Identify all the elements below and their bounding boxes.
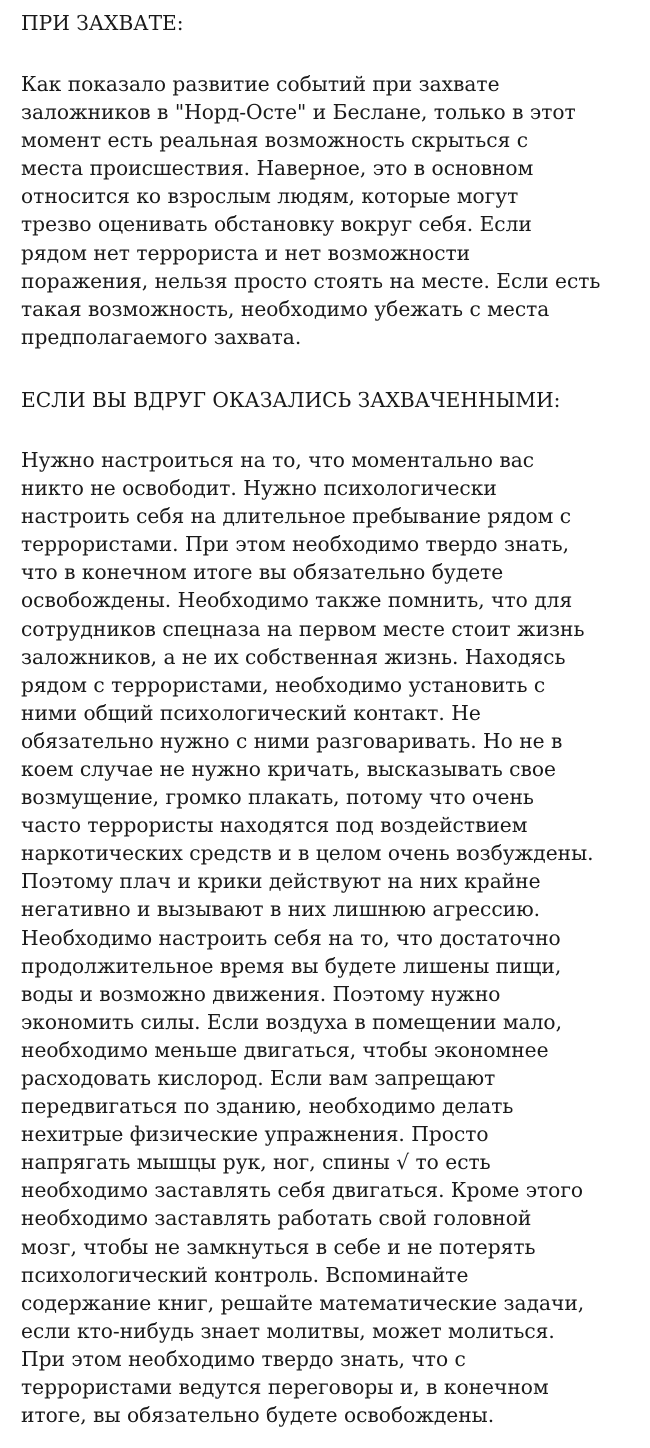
text-line: заложников в "Норд-Осте" и Беслане, только в этот — [21, 100, 576, 125]
text-line: настроить себя на длительное пребывание рядом с — [21, 504, 572, 529]
text-line: Необходимо настроить себя на то, что достаточно — [21, 925, 561, 950]
text-line: Как показало развитие событий при захвате — [21, 72, 500, 96]
text-line: необходимо меньше двигаться, чтобы экономнее — [21, 1037, 549, 1062]
text-line: рядом с террористами, необходимо установить с — [21, 672, 546, 697]
text-line: что в конечном итоге вы обязательно будете — [21, 560, 504, 585]
text-line: наркотических средств и в целом очень возбуждены. — [21, 841, 594, 866]
text-line: такая возможность, необходимо убежать с места — [21, 296, 550, 321]
text-line: никто не освободит. Нужно психологически — [21, 476, 497, 501]
text-line: если кто-нибудь знает молитвы, может молиться. — [21, 1318, 555, 1343]
section-heading-captured: ЕСЛИ ВЫ ВДРУГ ОКАЗАЛИСЬ ЗАХВАЧЕННЫМИ: — [21, 387, 561, 412]
text-line: коем случае не нужно кричать, высказывать свое — [21, 756, 556, 781]
text-line: обязательно нужно с ними разговаривать. Но не в — [21, 728, 563, 753]
text-line: поражения, нельзя просто стоять на месте. Если есть — [21, 268, 601, 293]
text-line: освобождены. Необходимо также помнить, что для — [21, 588, 573, 613]
text-line: относится ко взрослым людям, которые могут — [21, 184, 519, 209]
text-line: сотрудников спецназа на первом месте стоит жизнь — [21, 616, 585, 641]
text-line: психологический контроль. Вспоминайте — [21, 1262, 469, 1287]
text-line: предполагаемого захвата. — [21, 324, 302, 349]
text-line: При этом необходимо твердо знать, что с — [21, 1346, 466, 1371]
text-line: необходимо заставлять работать свой головной — [21, 1206, 532, 1231]
text-line: рядом нет террориста и нет возможности — [21, 240, 471, 265]
text-line: итоге, вы обязательно будете освобождены. — [21, 1403, 495, 1428]
text-line: террористами. При этом необходимо твердо знать, — [21, 532, 570, 557]
text-line: момент есть реальная возможность скрыться с — [21, 128, 529, 153]
text-line: расходовать кислород. Если вам запрещают — [21, 1066, 496, 1090]
text-line: возмущение, громко плакать, потому что очень — [21, 785, 534, 810]
text-line: экономить силы. Если воздуха в помещении мало, — [21, 1009, 562, 1034]
text-line: Поэтому плач и крики действуют на них крайне — [21, 869, 541, 894]
text-line: необходимо заставлять себя двигаться. Кроме этого — [21, 1178, 584, 1203]
text-line: напрягать мышцы рук, ног, спины √ то есть — [21, 1150, 491, 1175]
text-line: передвигаться по зданию, необходимо делать — [21, 1094, 514, 1119]
text-line: воды и возможно движения. Поэтому нужно — [21, 981, 501, 1006]
text-line: негативно и вызывают в них лишнюю агрессию. — [21, 897, 541, 922]
text-line: заложников, а не их собственная жизнь. Находясь — [21, 644, 566, 669]
text-line: места происшествия. Наверное, это в основном — [21, 156, 534, 181]
section-heading-capture: ПРИ ЗАХВАТЕ: — [21, 11, 184, 35]
text-line: часто террористы находятся под воздействием — [21, 813, 528, 838]
text-line: содержание книг, решайте математические задачи, — [21, 1290, 585, 1315]
text-line: мозг, чтобы не замкнуться в себе и не потерять — [21, 1234, 536, 1259]
text-line: продолжительное время вы будете лишены пищи, — [21, 953, 562, 978]
text-line: ними общий психологический контакт. Не — [21, 700, 481, 725]
text-line: трезво оценивать обстановку вокруг себя. Если — [21, 212, 532, 237]
document — [21, 8, 641, 1429]
text-line: Нужно настроиться на то, что моментально вас — [21, 447, 535, 472]
text-line: нехитрые физические упражнения. Просто — [21, 1122, 489, 1147]
paragraph-captured — [21, 446, 641, 1429]
paragraph-capture — [21, 70, 641, 351]
text-line: террористами ведутся переговоры и, в конечном — [21, 1375, 549, 1400]
